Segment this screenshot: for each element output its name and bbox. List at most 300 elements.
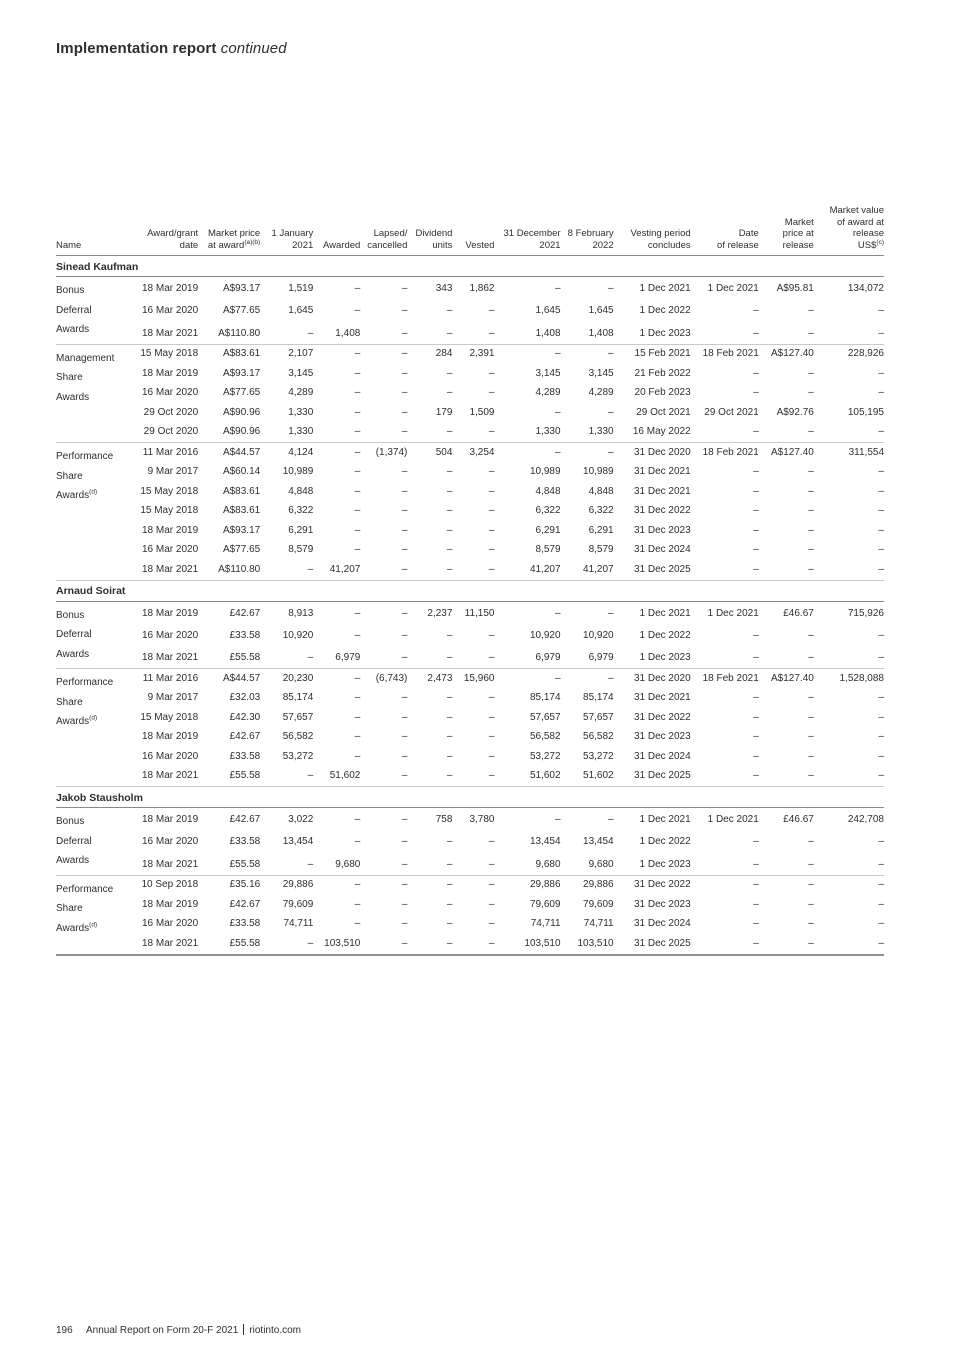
awards-table — [56, 205, 884, 956]
table-cell: – — [753, 387, 759, 398]
table-cell: 6,291 — [588, 524, 614, 536]
table-cell: – — [354, 544, 361, 555]
footer-website: riotinto.com — [249, 1325, 301, 1336]
table-cell: 242,708 — [847, 814, 884, 826]
table-cell: – — [401, 629, 408, 641]
award-type-label: Performance Share Awards$^{(d)}$ — [56, 443, 126, 581]
table-cell: 8,579 — [588, 544, 614, 555]
table-cell: – — [354, 348, 361, 359]
table-cell: 6,979 — [313, 646, 360, 669]
section-name: Jakob Stausholm — [56, 787, 884, 808]
table-row — [56, 560, 884, 580]
table-cell: – — [691, 767, 759, 787]
table-cell: – — [814, 560, 884, 580]
column-header: Awarded — [313, 205, 360, 256]
table-cell: – — [446, 305, 453, 317]
table-cell: – — [691, 560, 759, 580]
table-cell: – — [446, 918, 453, 929]
awards-table-container — [56, 205, 884, 956]
table-cell: 31 Dec 2022 — [633, 879, 691, 890]
table-cell: £55.58 — [198, 852, 260, 875]
table-cell: – — [488, 524, 495, 536]
table-cell: 4,848 — [588, 485, 614, 497]
table-cell: 10,920 — [529, 629, 561, 641]
table-cell: – — [808, 629, 814, 641]
table-cell: 1,330 — [260, 423, 313, 443]
table-cell: 18 Mar 2019 — [142, 367, 199, 379]
table-cell: – — [354, 692, 361, 703]
table-cell: – — [488, 305, 495, 317]
table-cell: 74,711 — [530, 918, 561, 929]
table-cell: 1,519 — [288, 283, 314, 295]
table-cell: – — [401, 305, 408, 317]
table-cell: – — [401, 283, 408, 295]
table-cell: A$127.40 — [771, 672, 814, 684]
table-cell: – — [446, 836, 453, 848]
table-cell: 1 Dec 2021 — [639, 607, 691, 619]
column-header: Name — [56, 205, 126, 256]
table-cell: – — [753, 711, 759, 723]
table-cell: £55.58 — [198, 934, 260, 955]
table-cell: A$127.40 — [771, 446, 814, 458]
table-cell: – — [878, 485, 884, 497]
table-cell: – — [260, 560, 313, 580]
table-cell: 3,145 — [588, 367, 614, 379]
table-cell: 1 Dec 2022 — [639, 836, 691, 848]
table-cell: – — [814, 321, 884, 344]
table-cell: – — [554, 406, 561, 418]
awards-table-head — [56, 205, 884, 256]
table-cell: 31 Dec 2024 — [633, 918, 691, 929]
table-cell: – — [401, 387, 408, 398]
table-cell: 18 Mar 2019 — [142, 283, 199, 295]
table-cell: – — [354, 466, 361, 477]
page-title — [56, 40, 287, 57]
column-header: 8 February 2022 — [561, 205, 614, 256]
table-cell: A$110.80 — [198, 560, 260, 580]
table-cell: 1 Dec 2023 — [614, 852, 691, 875]
table-cell: – — [446, 387, 453, 398]
table-cell: 20,230 — [282, 672, 314, 684]
table-cell: 9 Mar 2017 — [147, 466, 199, 477]
table-cell: 15 May 2018 — [140, 348, 199, 359]
table-cell: – — [354, 672, 361, 684]
table-cell: 31 Dec 2025 — [614, 934, 691, 955]
table-cell: – — [354, 387, 361, 398]
table-cell: – — [446, 505, 453, 516]
table-cell: – — [808, 524, 814, 536]
table-cell: 1,862 — [469, 283, 495, 295]
table-cell: 29,886 — [583, 879, 614, 890]
table-cell: 31 Dec 2023 — [633, 731, 691, 742]
table-cell: – — [313, 423, 360, 443]
footer-report-title: Annual Report on Form 20-F 2021 — [86, 1325, 239, 1336]
table-cell: 1,408 — [494, 321, 560, 344]
table-cell: 6,322 — [288, 505, 314, 516]
table-cell: 3,780 — [469, 814, 495, 826]
table-cell: £46.67 — [783, 607, 814, 619]
table-cell: – — [808, 387, 814, 398]
table-cell: A$110.80 — [198, 321, 260, 344]
table-cell: 53,272 — [529, 750, 561, 762]
table-cell: 105,195 — [847, 406, 884, 418]
table-cell: £33.58 — [229, 918, 261, 929]
table-cell: – — [608, 672, 614, 684]
page-title-main: Implementation report — [56, 40, 217, 57]
table-cell: 4,848 — [535, 485, 561, 497]
award-type-label: Bonus Deferral Awards — [56, 808, 126, 876]
column-header: 31 December 2021 — [494, 205, 560, 256]
section-row — [56, 580, 884, 601]
table-row — [56, 895, 884, 915]
table-cell: – — [401, 836, 408, 848]
table-row — [56, 541, 884, 561]
table-cell: £42.67 — [229, 898, 261, 910]
table-cell: 85,174 — [529, 692, 561, 703]
table-cell: 6,979 — [494, 646, 560, 669]
table-cell: 1 Dec 2021 — [639, 814, 691, 826]
table-cell: – — [753, 750, 759, 762]
table-cell: 31 Dec 2024 — [633, 750, 691, 762]
table-cell: – — [452, 646, 494, 669]
table-cell: 41,207 — [561, 560, 614, 580]
table-row — [56, 830, 884, 852]
table-cell: – — [488, 898, 495, 910]
table-cell: 41,207 — [313, 560, 360, 580]
table-cell: 3,022 — [288, 814, 314, 826]
table-row — [56, 624, 884, 646]
table-cell: 56,582 — [583, 731, 614, 742]
table-cell: 8,913 — [288, 607, 314, 619]
table-cell: – — [360, 321, 407, 344]
table-cell: – — [814, 852, 884, 875]
table-row — [56, 669, 884, 689]
table-cell: 21 Feb 2022 — [634, 367, 691, 379]
table-cell: 228,926 — [847, 348, 884, 359]
table-cell: – — [808, 879, 814, 890]
column-header: Date of release — [691, 205, 759, 256]
table-cell: – — [759, 646, 814, 669]
table-cell: 56,582 — [282, 731, 314, 742]
table-cell: 16 Mar 2020 — [142, 918, 199, 929]
table-cell: 343 — [435, 283, 453, 295]
table-row — [56, 364, 884, 384]
table-cell: – — [452, 321, 494, 344]
table-cell: 6,979 — [561, 646, 614, 669]
table-cell: – — [878, 305, 884, 317]
table-cell: 1 Dec 2023 — [614, 646, 691, 669]
table-cell: 79,609 — [529, 898, 561, 910]
column-header: Market value of award at release US\$$^{(c)}$ — [814, 205, 884, 256]
table-cell: – — [488, 918, 495, 929]
table-cell: – — [759, 767, 814, 787]
footer-divider — [243, 1324, 244, 1335]
table-cell: A$93.17 — [222, 283, 261, 295]
table-cell: – — [354, 607, 361, 619]
table-cell: 18 Mar 2021 — [126, 852, 198, 875]
table-cell: – — [488, 750, 495, 762]
table-cell: – — [401, 731, 408, 742]
table-cell: – — [878, 711, 884, 723]
table-cell: 31 Dec 2022 — [633, 711, 691, 723]
table-cell: – — [401, 406, 408, 418]
table-cell: 11 Mar 2016 — [142, 446, 199, 458]
table-cell: – — [488, 485, 495, 497]
table-cell: 18 Feb 2021 — [702, 348, 759, 359]
section-name: Sinead Kaufman — [56, 256, 884, 277]
table-row — [56, 747, 884, 767]
table-cell: – — [753, 836, 759, 848]
header-row — [56, 205, 884, 256]
table-cell: – — [814, 646, 884, 669]
table-cell: 31 Dec 2023 — [633, 524, 691, 536]
table-cell: – — [260, 852, 313, 875]
table-row — [56, 875, 884, 895]
table-cell: 4,848 — [288, 485, 314, 497]
table-row — [56, 767, 884, 787]
column-header: Vested — [452, 205, 494, 256]
table-cell: 79,609 — [583, 898, 614, 910]
table-cell: – — [360, 767, 407, 787]
table-cell: 16 Mar 2020 — [142, 305, 199, 317]
table-cell: – — [401, 348, 408, 359]
table-cell: – — [360, 646, 407, 669]
table-cell: 51,602 — [494, 767, 560, 787]
table-cell: (1,374) — [375, 446, 408, 458]
table-cell: – — [753, 524, 759, 536]
table-cell: 6,291 — [535, 524, 561, 536]
table-cell: – — [446, 629, 453, 641]
table-cell: 18 Mar 2019 — [142, 814, 199, 826]
table-cell: 16 Mar 2020 — [142, 750, 199, 762]
table-cell: – — [401, 466, 408, 477]
table-cell: 18 Mar 2019 — [142, 898, 199, 910]
table-cell: 15 May 2018 — [140, 485, 199, 497]
table-cell: 179 — [435, 406, 453, 418]
section-name: Arnaud Soirat — [56, 580, 884, 601]
table-cell: – — [759, 934, 814, 955]
table-cell: 134,072 — [847, 283, 884, 295]
table-cell: (6,743) — [375, 672, 408, 684]
table-cell: 3,145 — [288, 367, 314, 379]
table-cell: 103,510 — [494, 934, 560, 955]
table-cell: – — [354, 629, 361, 641]
table-row — [56, 915, 884, 935]
table-cell: 15 Feb 2021 — [634, 348, 691, 359]
table-row — [56, 403, 884, 423]
page-number: 196 — [56, 1325, 73, 1336]
table-cell: 10 Sep 2018 — [141, 879, 199, 890]
table-cell: – — [360, 852, 407, 875]
table-cell: – — [260, 767, 313, 787]
table-cell: 2,107 — [288, 348, 314, 359]
table-cell: – — [488, 692, 495, 703]
table-cell: – — [753, 898, 759, 910]
table-cell: 1,645 — [588, 305, 614, 317]
table-cell: £42.67 — [229, 731, 261, 742]
table-cell: 6,322 — [535, 505, 561, 516]
table-cell: 31 Dec 2023 — [633, 898, 691, 910]
table-cell: 31 Dec 2021 — [633, 692, 691, 703]
table-cell: – — [360, 560, 407, 580]
table-cell: 1 Dec 2023 — [614, 321, 691, 344]
table-cell: – — [753, 692, 759, 703]
table-cell: 11 Mar 2016 — [142, 672, 199, 684]
table-cell: – — [878, 367, 884, 379]
table-cell: 31 Dec 2020 — [633, 672, 691, 684]
table-row — [56, 708, 884, 728]
table-cell: A$44.57 — [222, 446, 261, 458]
table-cell: 16 Mar 2020 — [142, 836, 199, 848]
table-cell: – — [808, 731, 814, 742]
table-cell: A$83.61 — [222, 505, 261, 516]
table-cell: – — [488, 879, 495, 890]
table-cell: – — [808, 918, 814, 929]
table-cell: 9,680 — [561, 852, 614, 875]
table-cell: 311,554 — [848, 446, 884, 458]
table-cell: 4,289 — [535, 387, 561, 398]
table-cell: – — [452, 852, 494, 875]
table-cell: – — [691, 423, 759, 443]
table-cell: – — [759, 560, 814, 580]
table-row — [56, 443, 884, 463]
table-cell: £42.67 — [229, 814, 261, 826]
table-cell: 1 Dec 2021 — [707, 607, 759, 619]
table-cell: 13,454 — [529, 836, 561, 848]
table-cell: – — [808, 505, 814, 516]
table-row — [56, 808, 884, 831]
table-cell: £33.58 — [229, 629, 261, 641]
table-cell: – — [354, 711, 361, 723]
table-cell: 29 Oct 2021 — [704, 406, 759, 418]
table-cell: – — [808, 485, 814, 497]
table-cell: 6,322 — [588, 505, 614, 516]
table-cell: 18 Mar 2019 — [142, 607, 199, 619]
table-cell: – — [354, 446, 361, 458]
table-cell: 2,391 — [469, 348, 495, 359]
table-cell: – — [452, 934, 494, 955]
table-cell: – — [488, 629, 495, 641]
table-cell: – — [808, 466, 814, 477]
table-cell: – — [401, 711, 408, 723]
table-cell: 57,657 — [282, 711, 314, 723]
table-cell: A$92.76 — [776, 406, 814, 418]
table-cell: – — [759, 423, 814, 443]
table-cell: – — [554, 283, 561, 295]
table-cell: 10,989 — [282, 466, 314, 477]
table-row — [56, 689, 884, 709]
table-cell: – — [446, 879, 453, 890]
table-cell: A$127.40 — [771, 348, 814, 359]
table-cell: A$44.57 — [222, 672, 261, 684]
table-row — [56, 502, 884, 522]
award-type-label: Management Share Awards — [56, 344, 126, 443]
table-cell: A$77.65 — [222, 387, 261, 398]
table-cell: 16 May 2022 — [614, 423, 691, 443]
award-type-label: Bonus Deferral Awards — [56, 601, 126, 669]
table-cell: 1,528,088 — [839, 672, 884, 684]
table-cell: – — [878, 918, 884, 929]
table-cell: 10,920 — [583, 629, 614, 641]
column-header: 1 January 2021 — [260, 205, 313, 256]
table-cell: 1,509 — [469, 406, 495, 418]
table-cell: – — [354, 814, 361, 826]
table-cell: A$60.14 — [222, 466, 261, 477]
table-cell: 1,645 — [535, 305, 561, 317]
table-cell: – — [753, 629, 759, 641]
table-cell: – — [452, 560, 494, 580]
table-cell: – — [753, 466, 759, 477]
table-cell: 103,510 — [561, 934, 614, 955]
table-cell: – — [401, 898, 408, 910]
table-cell: – — [401, 918, 408, 929]
table-cell: 1,330 — [561, 423, 614, 443]
table-cell: – — [446, 367, 453, 379]
table-cell: 15 May 2018 — [140, 711, 199, 723]
table-cell: 715,926 — [847, 607, 884, 619]
table-cell: – — [407, 321, 452, 344]
table-cell: – — [407, 646, 452, 669]
table-cell: – — [260, 934, 313, 955]
table-cell: – — [878, 879, 884, 890]
table-cell: – — [808, 692, 814, 703]
table-cell: £42.30 — [229, 711, 261, 723]
table-cell: – — [814, 767, 884, 787]
table-cell: – — [401, 524, 408, 536]
table-cell: 85,174 — [282, 692, 314, 703]
table-cell: – — [753, 544, 759, 555]
table-cell: – — [878, 898, 884, 910]
table-cell: 2,473 — [427, 672, 453, 684]
table-cell: A$77.65 — [222, 544, 261, 555]
table-row — [56, 299, 884, 321]
table-cell: – — [354, 283, 361, 295]
table-cell: 41,207 — [494, 560, 560, 580]
table-cell: – — [878, 731, 884, 742]
table-cell: – — [608, 283, 614, 295]
table-row — [56, 646, 884, 669]
table-cell: – — [814, 423, 884, 443]
table-cell: 4,289 — [288, 387, 314, 398]
table-cell: £35.16 — [229, 879, 261, 890]
table-cell: – — [878, 750, 884, 762]
table-cell: £46.67 — [783, 814, 814, 826]
table-cell: 57,657 — [529, 711, 561, 723]
table-cell: – — [753, 918, 759, 929]
table-cell: – — [354, 750, 361, 762]
table-cell: 18 Mar 2021 — [126, 321, 198, 344]
table-cell: – — [354, 731, 361, 742]
table-cell: 18 Feb 2021 — [702, 446, 759, 458]
table-cell: – — [401, 367, 408, 379]
table-cell: – — [488, 836, 495, 848]
table-row — [56, 852, 884, 875]
table-cell: – — [401, 544, 408, 555]
table-cell: – — [608, 607, 614, 619]
table-row — [56, 728, 884, 748]
table-cell: – — [401, 750, 408, 762]
table-cell: – — [488, 466, 495, 477]
table-cell: – — [554, 814, 561, 826]
table-cell: – — [446, 898, 453, 910]
table-cell: – — [401, 505, 408, 516]
table-cell: – — [488, 711, 495, 723]
table-cell: – — [446, 692, 453, 703]
table-row — [56, 934, 884, 955]
table-cell: 1,408 — [313, 321, 360, 344]
column-header: Market price at release — [759, 205, 814, 256]
table-cell: – — [354, 485, 361, 497]
